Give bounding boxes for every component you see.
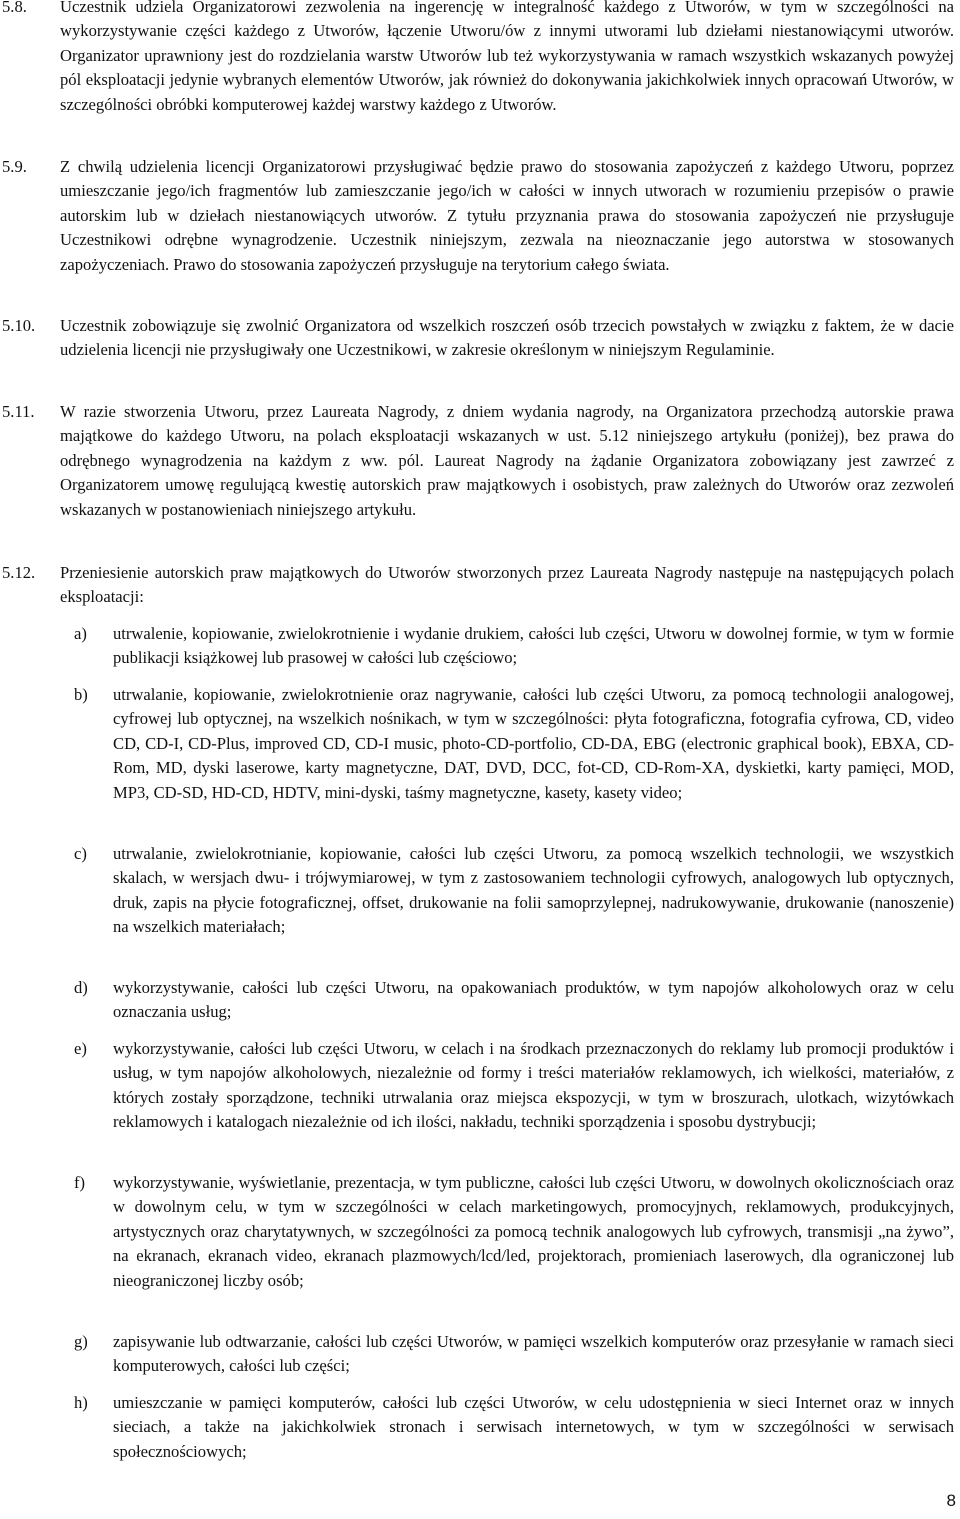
- field-letter: f): [74, 1173, 86, 1192]
- section-number: 5.9.: [2, 157, 27, 176]
- section-number: 5.10.: [2, 316, 36, 335]
- field-c: [0, 842, 960, 940]
- field-text: umieszczanie w pamięci komputerów, całości lub części Utworów, w celu udostępnienia w sieci Internet oraz w innych sieciach, a także na jakichkolwiek stronach i serwisach internetowych, w tym w szczególności w serwisach społecznościowych;: [113, 1393, 954, 1461]
- section-text: Uczestnik udziela Organizatorowi zezwolenia na ingerencję w integralność każdego z Utworów, w tym w szczególności na wykorzystywanie części każdego z Utworów, łączenie Utworu/ów z innymi utworami lub dziełami niestanowiącymi utworów. Organizator uprawniony jest do rozdzielania warstw Utworów lub też wykorzystywania w ramach wszystkich wskazanych powyżej pól eksploatacji jedynie wybranych elementów Utworów, jak również do dokonywania jakichkolwiek innych opracowań Utworów, w szczególności obróbki komputerowej każdej warstwy każdego z Utworów.: [60, 0, 954, 114]
- field-e: [0, 1037, 960, 1135]
- field-letter: d): [74, 978, 88, 997]
- field-text: utrwalenie, kopiowanie, zwielokrotnienie i wydanie drukiem, całości lub części, Utworu w dowolnej formie, w tym w formie publikacji książkowej lub prasowej w całości lub częściowo;: [113, 624, 954, 668]
- field-text: wykorzystywanie, całości lub części Utworu, na opakowaniach produktów, w tym napojów alkoholowych oraz w celu oznaczania usług;: [113, 978, 954, 1022]
- field-d: [0, 976, 960, 1025]
- field-text: wykorzystywanie, wyświetlanie, prezentacja, w tym publiczne, całości lub części Utworu, w dowolnych okolicznościach oraz w dowolnym celu, w tym w szczególności w celach marketingowych, promocyjnych, reklamowych, produkcyjnych, artystycznych oraz charytatywnych, w szczególności za pomocą technik analogowych lub cyfrowych, transmisji „na żywo”, na ekranach, ekranach video, ekranach plazmowych/lcd/led, projektorach, promieniach laserowych, dla ograniczonej lub nieograniczonej liczby osób;: [113, 1173, 954, 1290]
- section-text: Z chwilą udzielenia licencji Organizatorowi przysługiwać będzie prawo do stosowania zapożyczeń z każdego Utworu, poprzez umieszczanie jego/ich fragmentów lub zamieszczanie jego/ich w całości w innych utworach w rozumieniu przepisów o prawie autorskim lub w dziełach niestanowiących utworów. Z tytułu przyznania prawa do stosowania zapożyczeń nie przysługuje Uczestnikowi odrębne wynagrodzenie. Uczestnik niniejszym, zezwala na nieoznaczanie jego autorstwa w stosowanych zapożyczeniach. Prawo do stosowania zapożyczeń przysługuje na terytorium całego świata.: [60, 157, 954, 274]
- section-5-8: [0, 0, 960, 117]
- field-a: [0, 622, 960, 671]
- field-letter: h): [74, 1393, 88, 1412]
- field-text: utrwalanie, zwielokrotnianie, kopiowanie, całości lub części Utworu, za pomocą wszelkich technologii, we wszystkich skalach, w wersjach dwu- i trójwymiarowej, w tym z zastosowaniem technologii cyfrowych, analogowych lub optycznych, druk, zapis na płycie fotograficznej, offset, drukowanie na folii samoprzylepnej, nadrukowywanie, drukowanie (nanoszenie) na wszelkich materiałach;: [113, 844, 954, 937]
- section-text: Uczestnik zobowiązuje się zwolnić Organizatora od wszelkich roszczeń osób trzecich powstałych w związku z faktem, że w dacie udzielenia licencji nie przysługiwały one Uczestnikowi, w zakresie określonym w niniejszym Regulaminie.: [60, 316, 954, 360]
- section-number: 5.8.: [2, 0, 27, 16]
- section-number: 5.12.: [2, 563, 36, 582]
- field-h: [0, 1391, 960, 1464]
- field-b: [0, 683, 960, 805]
- field-text: zapisywanie lub odtwarzanie, całości lub części Utworów, w pamięci wszelkich komputerów oraz przesyłanie w ramach sieci komputerowych, całości lub części;: [113, 1332, 954, 1376]
- field-letter: e): [74, 1039, 87, 1058]
- field-text: utrwalanie, kopiowanie, zwielokrotnienie oraz nagrywanie, całości lub części Utworu, za pomocą technologii analogowej, cyfrowej lub optycznej, na wszelkich nośnikach, w tym w szczególności: płyta fotograficzna, fotografia cyfrowa, CD, video CD, CD-I, CD-Plus, improved CD, CD-I music, photo-CD-portfolio, CD-DA, EBG (electronic graphical book), EBXA, CD-Rom, MD, dyski laserowe, karty magnetyczne, DAT, DVD, DCC, fot-CD, CD-Rom-XA, dyskietki, karty pamięci, MOD, MP3, CD-SD, HD-CD, HDTV, mini-dyski, taśmy magnetyczne, kasety, kasety video;: [113, 685, 954, 802]
- section-5-10: [0, 314, 960, 363]
- field-text: wykorzystywanie, całości lub części Utworu, w celach i na środkach przeznaczonych do reklamy lub promocji produktów i usług, w tym napojów alkoholowych, niezależnie od formy i treści materiałów reklamowych, ich wielkości, materiałów, z których zostały sporządzone, techniki utrwalania oraz miejsca ekspozycji, w tym w broszurach, ulotkach, wizytówkach reklamowych i katalogach niezależnie od ich ilości, nakładu, techniki sporządzenia i sposobu dystrybucji;: [113, 1039, 954, 1132]
- field-g: [0, 1330, 960, 1379]
- field-letter: c): [74, 844, 87, 863]
- section-number: 5.11.: [2, 402, 35, 421]
- field-f: [0, 1171, 960, 1293]
- field-letter: g): [74, 1332, 88, 1351]
- section-text: Przeniesienie autorskich praw majątkowych do Utworów stworzonych przez Laureata Nagrody następuje na następujących polach eksploatacji:: [60, 563, 954, 607]
- section-5-11: [0, 400, 960, 522]
- field-letter: b): [74, 685, 88, 704]
- field-letter: a): [74, 624, 87, 643]
- section-5-9: [0, 155, 960, 277]
- page-number: 8: [946, 1491, 956, 1510]
- section-5-12: [0, 561, 960, 610]
- section-text: W razie stworzenia Utworu, przez Laureata Nagrody, z dniem wydania nagrody, na Organizatora przechodzą autorskie prawa majątkowe do każdego Utworu, na polach eksploatacji wskazanych w ust. 5.12 niniejszego artykułu (poniżej), bez prawa do odrębnego wynagrodzenia na każdym z ww. pól. Laureat Nagrody na żądanie Organizatora zobowiązany jest zawrzeć z Organizatorem umowę regulującą kwestię autorskich praw majątkowych i osobistych, praw zależnych do Utworów oraz zezwoleń wskazanych w postanowieniach niniejszego artykułu.: [60, 402, 954, 519]
